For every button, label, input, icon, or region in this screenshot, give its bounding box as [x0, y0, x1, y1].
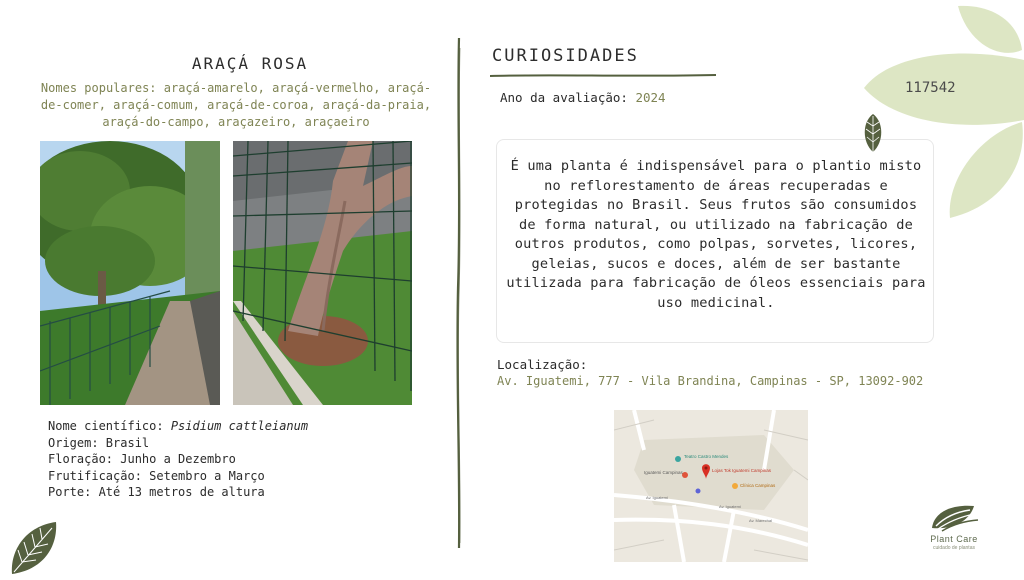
tree-code: 117542	[905, 80, 956, 96]
year-value: 2024	[635, 90, 666, 105]
map-road-label-1: Av. Iguatemi	[646, 495, 668, 500]
map-label-poi3: Iguatemi Campinas	[644, 470, 683, 475]
vertical-divider	[452, 38, 466, 548]
map-road-label-2: Av. Iguatemi	[719, 504, 741, 509]
location-label: Localização:	[497, 357, 588, 372]
tree-photo	[40, 141, 220, 405]
section-title: CURIOSIDADES	[492, 46, 639, 66]
map-road-label-3: Av. Marechal	[749, 518, 772, 523]
origin: Origem: Brasil	[48, 435, 150, 450]
brand-tagline: cuidado de plantas	[933, 545, 975, 551]
map-label-poi1: Teatro Castro Mendes	[684, 454, 729, 459]
trunk-photo	[233, 141, 412, 405]
brand-logo-icon	[918, 500, 990, 560]
title-underline	[490, 66, 716, 76]
map-label-poi2: Lojas Tok Iguatemi Campinas	[712, 468, 771, 473]
leaf-icon	[8, 520, 60, 576]
flowering: Floração: Junho a Dezembro	[48, 452, 236, 467]
plant-name: ARAÇÁ ROSA	[191, 54, 309, 73]
scientific-name-row: Nome científico: Psidium cattleianum	[48, 419, 309, 433]
map-label-poi4: Clínica Campinas	[740, 483, 776, 488]
fruiting: Frutificação: Setembro a Março	[48, 468, 265, 483]
brand-name: Plant Care	[930, 534, 978, 544]
location-address[interactable]: Av. Iguatemi, 777 - Vila Brandina, Campinas - SP, 13092-902	[497, 374, 924, 388]
curiosity-text: É uma planta é indispensável para o plantio misto no reflorestamento de áreas recuperadas e protegidas no Brasil. Seus frutos são consumidos de forma natural, ou utilizado na fabricação de outros produtos, como polpas, sorvetes, licores, geleias, sucos e doces, além de ser bastante utilizada para fabricação de óleos essenciais para uso medicinal.	[506, 158, 926, 311]
evaluation-year: Ano da avaliação: 2024	[500, 90, 666, 105]
size: Porte: Até 13 metros de altura	[48, 485, 265, 500]
leaf-icon	[860, 112, 886, 154]
popular-names: Nomes populares: araçá-amarelo, araçá-vermelho, araçá-de-comer, araçá-comum, araçá-de-coroa, araçá-da-praia, araçá-do-campo, araçazeiro, araçaeiro	[40, 81, 432, 129]
scientific-name: Psidium cattleianum	[170, 419, 309, 433]
plant-facts	[48, 418, 308, 501]
location-map[interactable]	[614, 410, 808, 562]
